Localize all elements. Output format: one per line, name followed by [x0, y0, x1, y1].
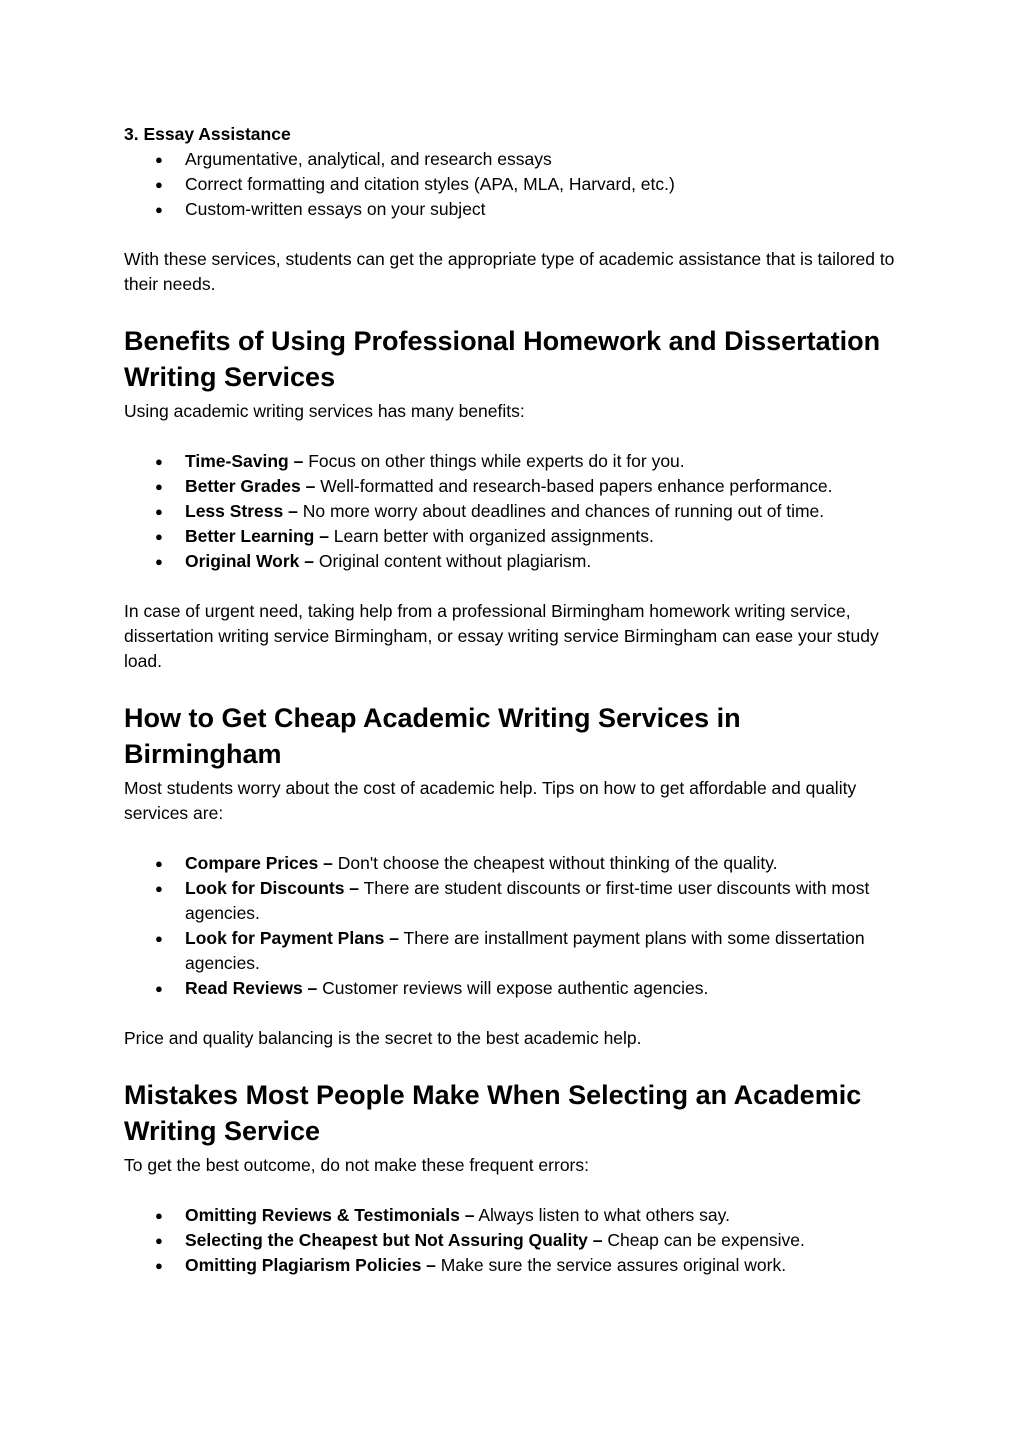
list-item-text: Cheap can be expensive.	[602, 1230, 805, 1250]
bullet-icon: ●	[155, 152, 163, 167]
list-item-text: Always listen to what others say.	[474, 1205, 730, 1225]
bullet-icon: ●	[155, 479, 163, 494]
essay-closing-paragraph: With these services, students can get the appropriate type of academic assistance that is tailored to their needs.	[124, 249, 895, 294]
list-item-term: Selecting the Cheapest but Not Assuring Quality –	[185, 1230, 603, 1250]
list-item-term: Look for Payment Plans –	[185, 928, 399, 948]
bullet-icon: ●	[155, 881, 163, 896]
list-item-text: Custom-written essays on your subject	[185, 199, 486, 219]
list-item-text: Well-formatted and research-based papers enhance performance.	[315, 476, 833, 496]
bullet-icon: ●	[155, 177, 163, 192]
document-page	[124, 122, 904, 1278]
list-item-text: Don't choose the cheapest without thinking of the quality.	[332, 853, 778, 873]
list-item-term: Compare Prices –	[185, 853, 333, 873]
benefits-intro: Using academic writing services has many benefits:	[124, 401, 525, 421]
bullet-icon: ●	[155, 454, 163, 469]
cheap-services-list	[124, 851, 904, 1001]
bullet-icon: ●	[155, 1233, 163, 1248]
list-item-term: Read Reviews –	[185, 978, 318, 998]
list-item-text: There are student discounts or first-time user discounts with most agencies.	[185, 878, 870, 923]
benefits-closing-paragraph: In case of urgent need, taking help from a professional Birmingham homework writing service, dissertation writing service Birmingham, or essay writing service Birmingham can ease your study load.	[124, 601, 879, 671]
list-item	[124, 1228, 904, 1253]
bullet-icon: ●	[155, 554, 163, 569]
bullet-icon: ●	[155, 981, 163, 996]
list-item-text: Make sure the service assures original work.	[435, 1255, 787, 1275]
list-item-text: Original content without plagiarism.	[314, 551, 592, 571]
list-item-text: No more worry about deadlines and chances of running out of time.	[297, 501, 825, 521]
list-item-term: Better Learning –	[185, 526, 329, 546]
essay-assistance-list	[124, 147, 904, 222]
benefits-list	[124, 449, 904, 574]
bullet-icon: ●	[155, 1258, 163, 1273]
list-item	[124, 851, 904, 876]
cheap-services-closing-paragraph: Price and quality balancing is the secret to the best academic help.	[124, 1028, 642, 1048]
list-item	[124, 926, 904, 976]
list-item	[124, 549, 904, 574]
list-item	[124, 524, 904, 549]
list-item-term: Better Grades –	[185, 476, 316, 496]
list-item-term: Original Work –	[185, 551, 315, 571]
bullet-icon: ●	[155, 1208, 163, 1223]
list-item	[124, 474, 904, 499]
bullet-icon: ●	[155, 529, 163, 544]
list-item-term: Time-Saving –	[185, 451, 304, 471]
list-item	[124, 197, 904, 222]
list-item-term: Look for Discounts –	[185, 878, 360, 898]
essay-assistance-title: 3. Essay Assistance	[124, 124, 291, 144]
bullet-icon: ●	[155, 202, 163, 217]
bullet-icon: ●	[155, 504, 163, 519]
mistakes-intro: To get the best outcome, do not make these frequent errors:	[124, 1155, 589, 1175]
list-item-text: Focus on other things while experts do it for you.	[303, 451, 685, 471]
list-item	[124, 876, 904, 926]
list-item-text: Argumentative, analytical, and research essays	[185, 149, 552, 169]
list-item	[124, 1203, 904, 1228]
list-item	[124, 1253, 904, 1278]
cheap-services-intro: Most students worry about the cost of academic help. Tips on how to get affordable and quality services are:	[124, 778, 857, 823]
bullet-icon: ●	[155, 856, 163, 871]
list-item	[124, 449, 904, 474]
list-item	[124, 172, 904, 197]
mistakes-list	[124, 1203, 904, 1278]
list-item-text: Learn better with organized assignments.	[328, 526, 654, 546]
list-item	[124, 976, 904, 1001]
list-item-text: Customer reviews will expose authentic agencies.	[317, 978, 709, 998]
list-item-text: Correct formatting and citation styles (APA, MLA, Harvard, etc.)	[185, 174, 675, 194]
list-item	[124, 147, 904, 172]
cheap-services-heading: How to Get Cheap Academic Writing Services in Birmingham	[124, 703, 741, 769]
list-item-term: Omitting Plagiarism Policies –	[185, 1255, 436, 1275]
mistakes-heading: Mistakes Most People Make When Selecting an Academic Writing Service	[124, 1080, 862, 1146]
list-item-term: Less Stress –	[185, 501, 298, 521]
bullet-icon: ●	[155, 931, 163, 946]
list-item-text: There are installment payment plans with some dissertation agencies.	[185, 928, 865, 973]
list-item	[124, 499, 904, 524]
list-item-term: Omitting Reviews & Testimonials –	[185, 1205, 475, 1225]
benefits-heading: Benefits of Using Professional Homework and Dissertation Writing Services	[124, 326, 881, 392]
